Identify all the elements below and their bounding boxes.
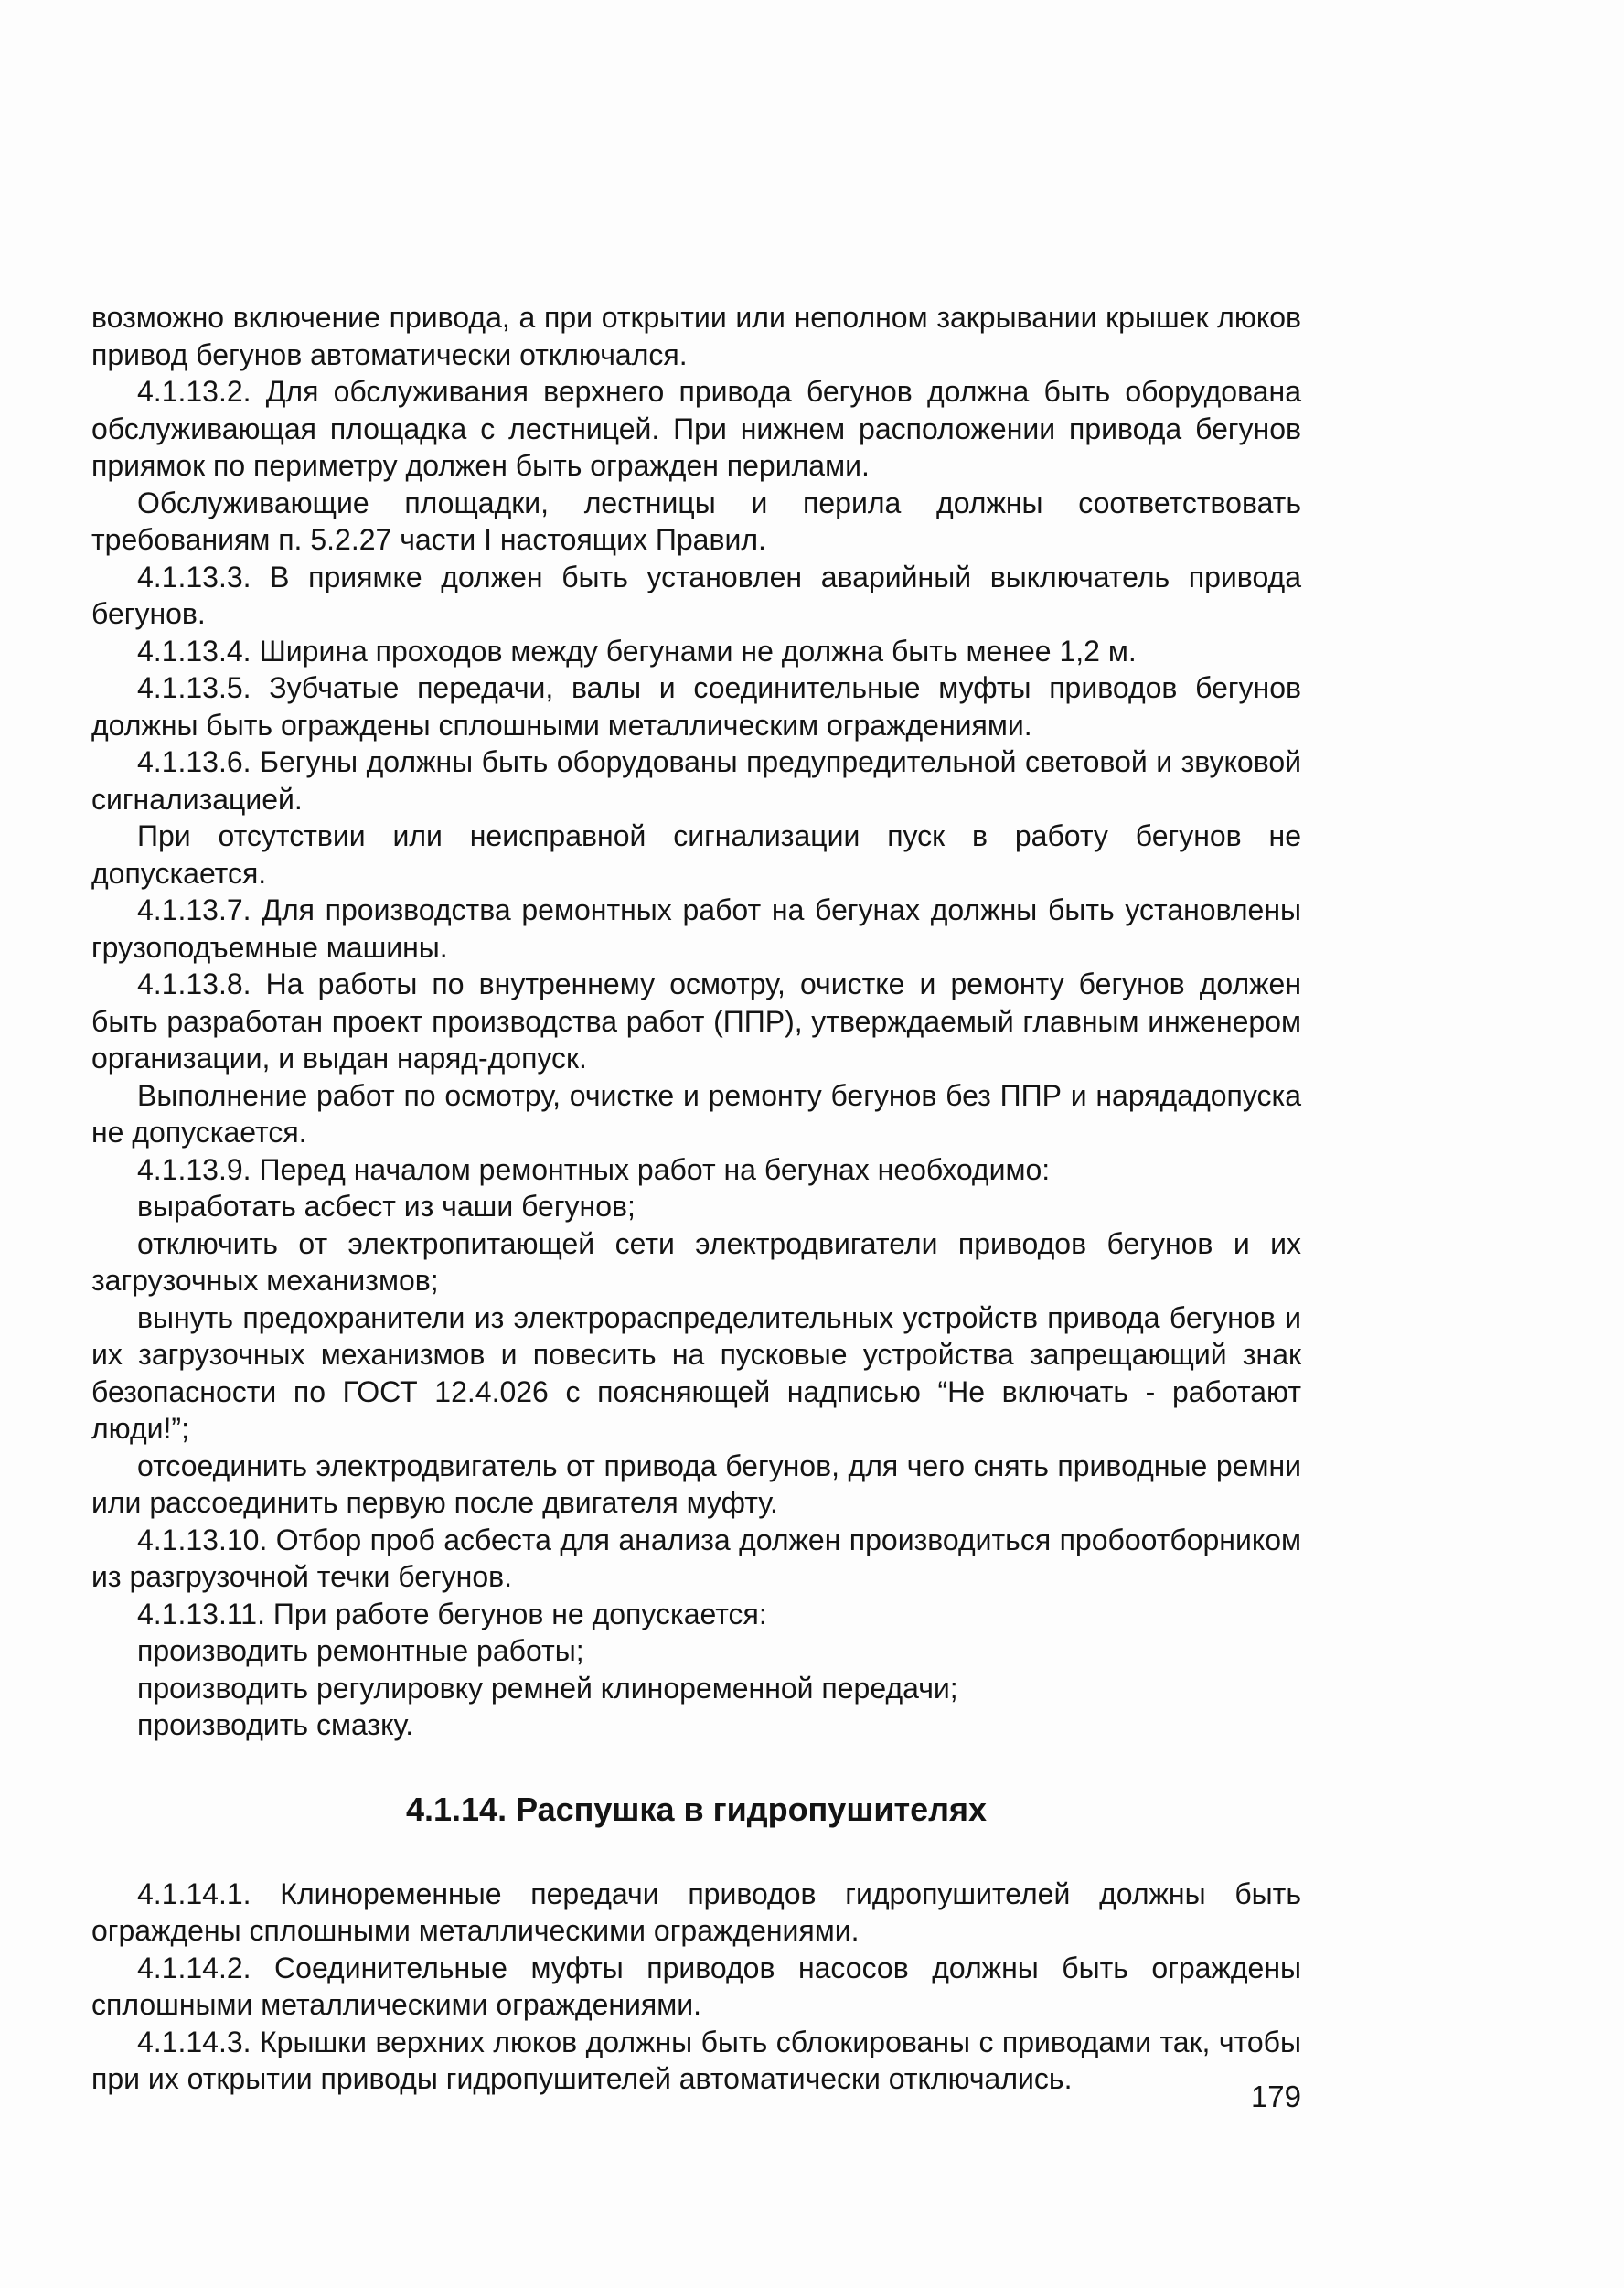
paragraph: При отсутствии или неисправной сигнализации пуск в работу бегунов не допускается. [91,819,1301,890]
list-item: производить регулировку ремней клиноременной передачи; [137,1671,958,1705]
list-item: отсоединить электродвигатель от привода бегунов, для чего снять приводные ремни или рассоединить первую после двигателя муфту. [91,1449,1301,1519]
paragraph: 4.1.14.3. Крышки верхних люков должны быть сблокированы с приводами так, чтобы при их открытии приводы гидропушителей автоматически отключались. [91,2025,1301,2095]
paragraph: возможно включение привода, а при открытии или неполном закрывании крышек люков привод бегунов автоматически отключался. [91,301,1301,371]
paragraph: 4.1.14.2. Соединительные муфты приводов насосов должны быть ограждены сплошными металлическими ограждениями. [91,1951,1301,2021]
list-item: вынуть предохранители из электрораспределительных устройств привода бегунов и их загрузочных механизмов и повесить на пусковые устройства запрещающий знак безопасности по ГОСТ 12.4.026 с поясняющей надписью “Не включать - работают люди!”; [91,1300,1301,1445]
list-item: производить ремонтные работы; [137,1634,584,1667]
section-heading: 4.1.14. Распушка в гидропушителях [405,1790,988,1828]
page-number: 179 [1250,2080,1301,2113]
list-item: отключить от электропитающей сети электродвигатели приводов бегунов и их загрузочных механизмов; [91,1226,1301,1297]
body-text [91,299,1301,2098]
list-item: выработать асбест из чаши бегунов; [137,1190,636,1223]
list-item: производить смазку. [137,1708,414,1741]
paragraph: 4.1.13.10. Отбор проб асбеста для анализа должен производиться пробоотборником из разгрузочной течки бегунов. [91,1523,1301,1593]
paragraph: 4.1.13.8. На работы по внутреннему осмотру, очистке и ремонту бегунов должен быть разработан проект производства работ (ППР), утверждаемый главным инженером организации, и выдан наряд-допуск. [91,968,1301,1075]
paragraph: 4.1.13.2. Для обслуживания верхнего привода бегунов должна быть оборудована обслуживающая площадка с лестницей. При нижнем расположении привода бегунов приямок по периметру должен быть огражден перилами. [91,375,1301,482]
paragraph: 4.1.13.5. Зубчатые передачи, валы и соединительные муфты приводов бегунов должны быть ограждены сплошными металлическим ограждениями. [91,671,1301,742]
paragraph: 4.1.13.4. Ширина проходов между бегунами не должна быть менее 1,2 м. [137,634,1137,668]
paragraph: Обслуживающие площадки, лестницы и перила должны соответствовать требованиям п. 5.2.27 части I настоящих Правил. [91,486,1301,556]
paragraph: 4.1.13.7. Для производства ремонтных работ на бегунах должны быть установлены грузоподъемные машины. [91,893,1301,964]
paragraph: Выполнение работ по осмотру, очистке и ремонту бегунов без ППР и нарядадопуска не допускается. [91,1078,1301,1149]
paragraph: 4.1.13.9. Перед началом ремонтных работ на бегунах необходимо: [137,1152,1051,1186]
paragraph: 4.1.13.6. Бегуны должны быть оборудованы предупредительной световой и звуковой сигнализацией. [91,745,1301,816]
paragraph: 4.1.13.3. В приямке должен быть установлен аварийный выключатель привода бегунов. [91,560,1301,630]
paragraph: 4.1.13.11. При работе бегунов не допускается: [137,1597,767,1630]
paragraph: 4.1.14.1. Клиноременные передачи приводов гидропушителей должны быть ограждены сплошными металлическими ограждениями. [91,1876,1301,1947]
